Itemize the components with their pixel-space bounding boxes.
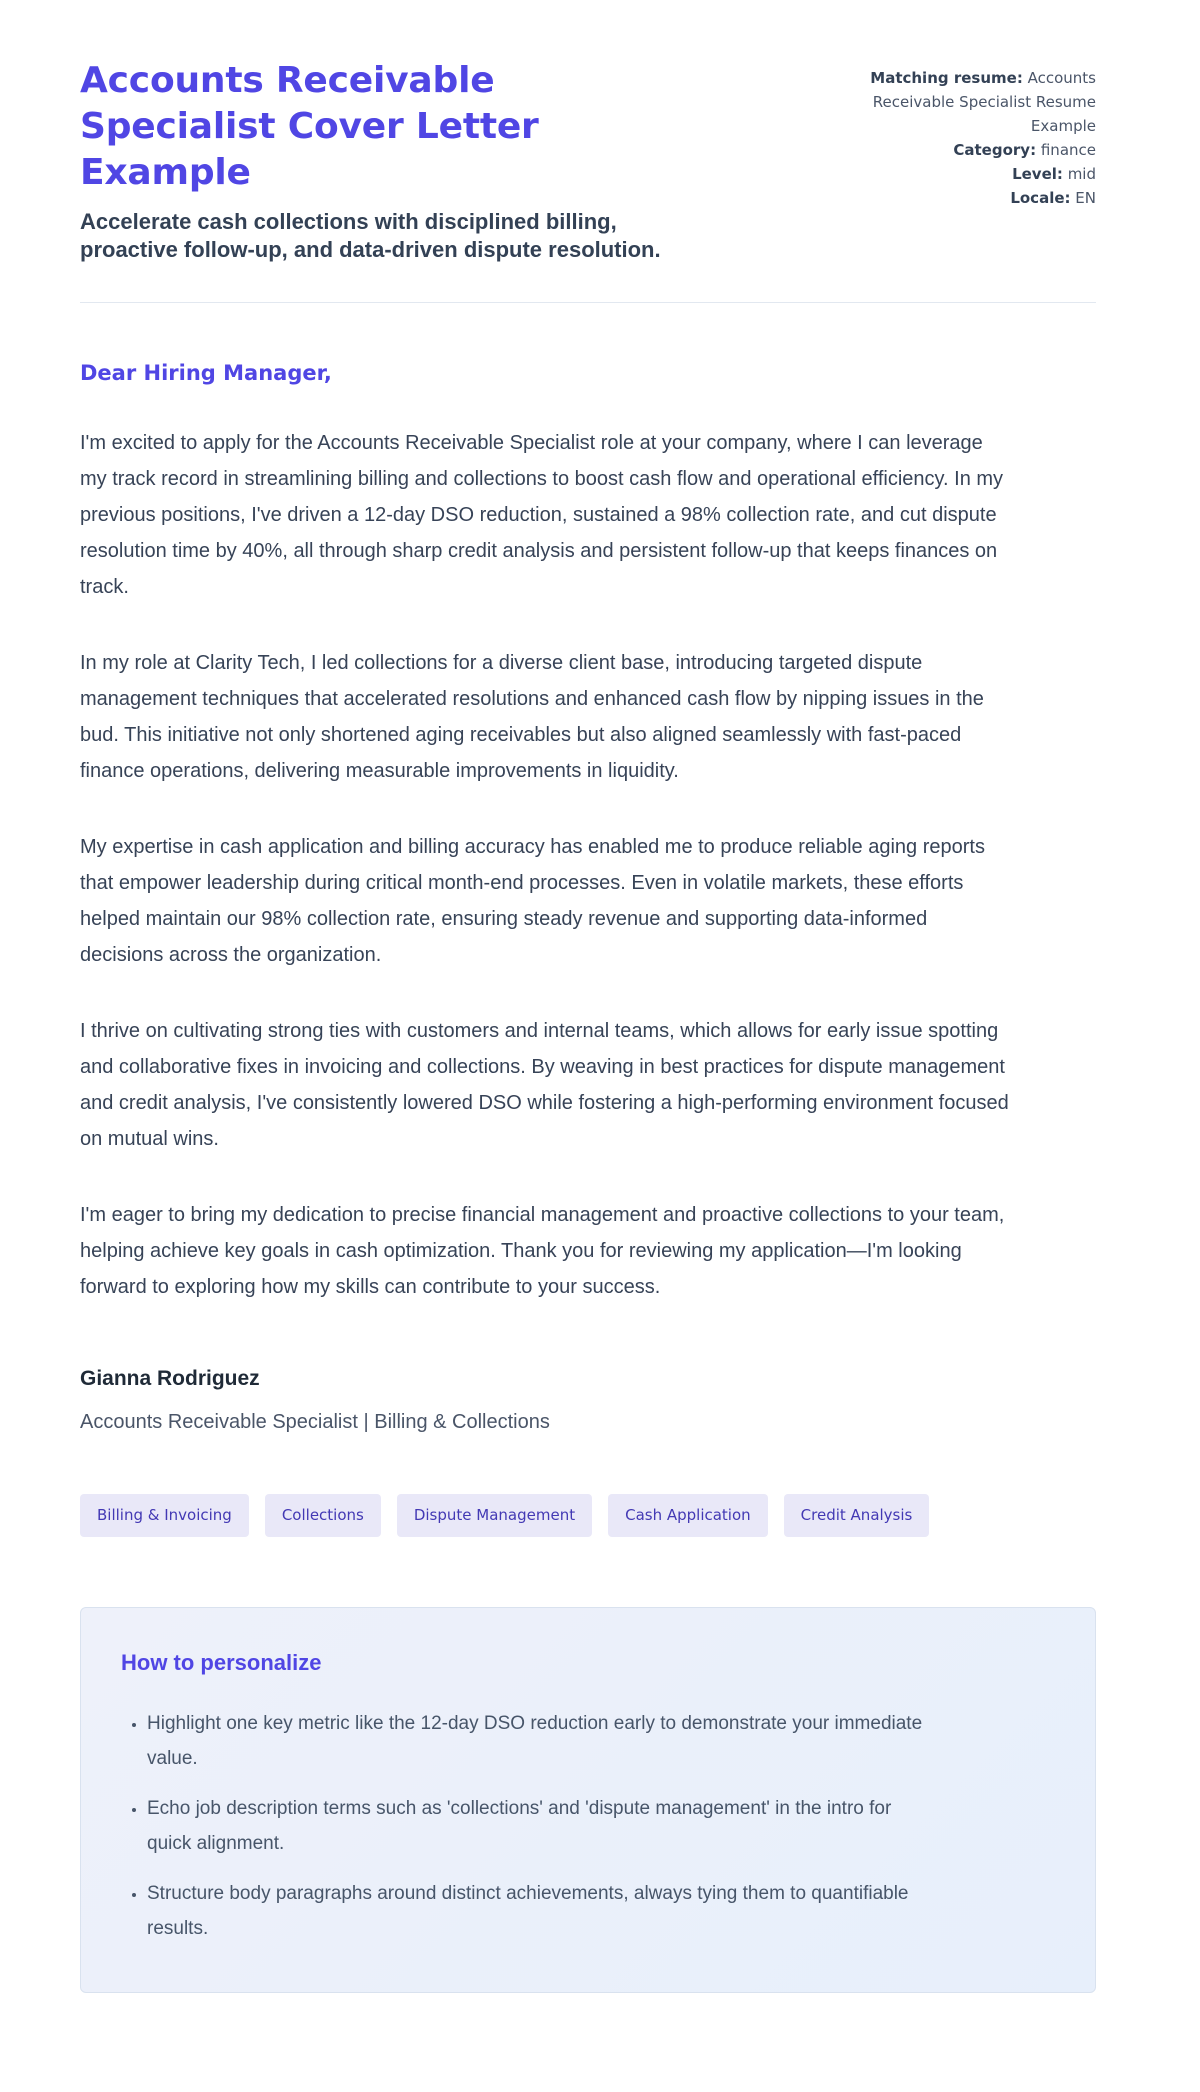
meta-label: Category:: [953, 141, 1037, 159]
signature-name: Gianna Rodriguez: [80, 1367, 260, 1390]
cover-letter-body: [80, 361, 1096, 1434]
letter-paragraph-4: I thrive on cultivating strong ties with customers and internal teams, which allows for early issue spotting and collaborative fixes in invoicing and collections. By weaving in best practices for dispute management and credit analysis, I've consistently lowered DSO while fostering a high-performing environment focused on mutual wins.: [80, 1020, 1009, 1150]
skill-tag-credit-analysis: Credit Analysis: [784, 1494, 930, 1537]
letter-paragraph-3: My expertise in cash application and billing accuracy has enabled me to produce reliable aging reports that empower leadership during critical month-end processes. Even in volatile markets, these efforts helped maintain our 98% collection rate, ensuring steady revenue and supporting data-informed decisions across the organization.: [80, 836, 985, 966]
meta-label: Matching resume:: [870, 69, 1023, 87]
header-divider: [80, 302, 1096, 303]
meta-value: mid: [1067, 165, 1096, 183]
page-title: Accounts Receivable Specialist Cover Letter Example: [80, 60, 539, 193]
meta-label: Locale:: [1010, 189, 1071, 207]
letter-paragraph-5: I'm eager to bring my dedication to precise financial management and proactive collections to your team, helping achieve key goals in cash optimization. Thank you for reviewing my application—I'm looking forward to exploring how my skills can contribute to your success.: [80, 1204, 1005, 1298]
meta-value: Accounts Receivable Specialist Resume Example: [872, 69, 1096, 135]
header: [80, 58, 1096, 264]
letter-paragraph-1: I'm excited to apply for the Accounts Receivable Specialist role at your company, where I can leverage my track record in streamlining billing and collections to boost cash flow and operational efficiency. In my previous positions, I've driven a 12-day DSO reduction, sustained a 98% collection rate, and cut dispute resolution time by 40%, all through sharp credit analysis and persistent follow-up that keeps finances on track.: [80, 432, 1004, 598]
meta-locale: [846, 186, 1096, 210]
personalize-tip-3: • Structure body paragraphs around distinct achievements, always tying them to quantifiable results.: [147, 1876, 927, 1946]
personalize-tip-1: • Highlight one key metric like the 12-day DSO reduction early to demonstrate your immediate value.: [147, 1706, 927, 1776]
skill-tag-billing-invoicing: Billing & Invoicing: [80, 1494, 249, 1537]
meta-value: EN: [1075, 189, 1096, 207]
header-title-block: [80, 58, 720, 264]
skill-tag-dispute-management: Dispute Management: [397, 1494, 592, 1537]
signature-role: Accounts Receivable Specialist | Billing & Collections: [80, 1411, 550, 1433]
meta-label: Level:: [1012, 165, 1063, 183]
personalize-tip-list: [121, 1706, 1055, 1946]
meta-panel: [846, 58, 1096, 210]
greeting: Dear Hiring Manager,: [80, 361, 332, 385]
personalize-box: [80, 1607, 1096, 1993]
letter-paragraph-2: In my role at Clarity Tech, I led collections for a diverse client base, introducing targeted dispute management techniques that accelerated resolutions and enhanced cash flow by nipping issues in the bud. This initiative not only shortened aging receivables but also aligned seamlessly with fast-paced finance operations, delivering measurable improvements in liquidity.: [80, 652, 984, 782]
page-subtitle: Accelerate cash collections with disciplined billing, proactive follow-up, and data-driven dispute resolution.: [80, 209, 661, 262]
meta-level: [846, 162, 1096, 186]
meta-value: finance: [1040, 141, 1096, 159]
personalize-heading: How to personalize: [121, 1650, 322, 1675]
meta-category: [846, 138, 1096, 162]
skill-tag-list: [80, 1494, 1096, 1537]
cover-letter-page: [80, 0, 1096, 2063]
skill-tag-collections: Collections: [265, 1494, 381, 1537]
skill-tag-cash-application: Cash Application: [608, 1494, 768, 1537]
meta-matching-resume: [846, 66, 1096, 138]
personalize-tip-2: • Echo job description terms such as 'collections' and 'dispute management' in the intro for quick alignment.: [147, 1791, 927, 1861]
